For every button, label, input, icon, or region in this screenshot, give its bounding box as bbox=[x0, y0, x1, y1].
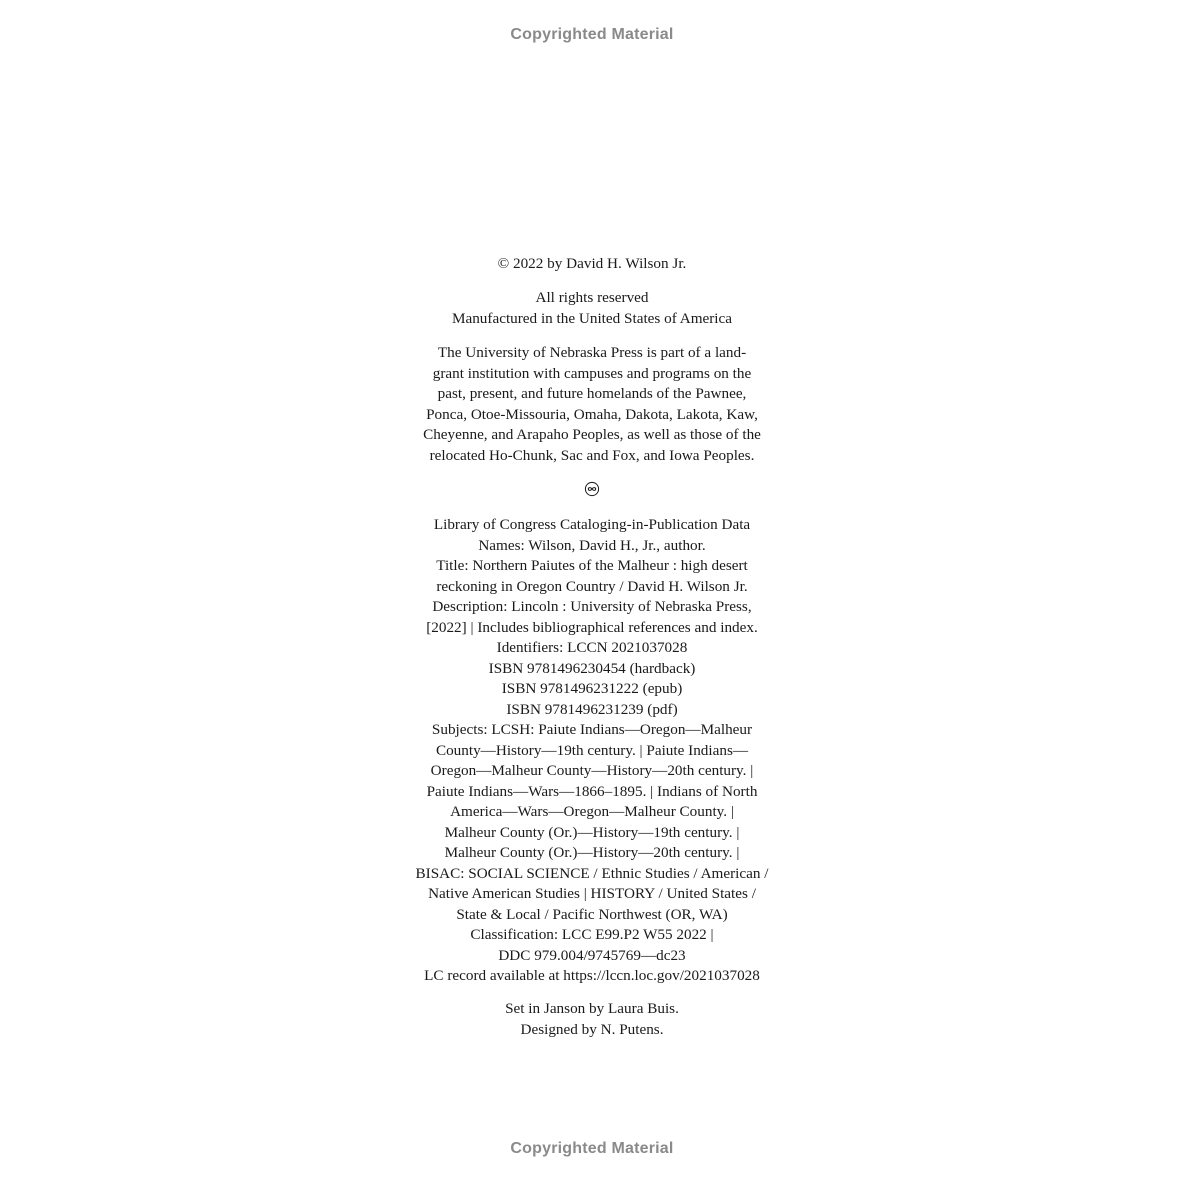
cip-line: Description: Lincoln : University of Nebraska Press, bbox=[432, 598, 752, 615]
cip-line: Identifiers: LCCN 2021037028 bbox=[496, 639, 688, 656]
paragraph-line: past, present, and future homelands of the Pawnee, bbox=[437, 385, 747, 402]
cip-line: Subjects: LCSH: Paiute Indians—Oregon—Malheur bbox=[431, 721, 753, 738]
cip-line: [2022] | Includes bibliographical references and index. bbox=[426, 618, 758, 636]
cip-line: Native American Studies | HISTORY / United States / bbox=[428, 885, 756, 902]
cip-line: DDC 979.004/9745769—dc23 bbox=[498, 946, 686, 964]
cip-line: LC record available at https://lccn.loc.gov/2021037028 bbox=[424, 967, 760, 984]
paragraph-line: grant institution with campuses and programs on the bbox=[432, 364, 752, 382]
cip-line: Names: Wilson, David H., Jr., author. bbox=[478, 536, 706, 554]
paragraph-line: Cheyenne, and Arapaho Peoples, as well as those of the bbox=[423, 426, 761, 443]
cip-line: Paiute Indians—Wars—1866–1895. | Indians of North bbox=[426, 782, 758, 800]
manufactured-line: Manufactured in the United States of America bbox=[451, 309, 733, 327]
cip-line: BISAC: SOCIAL SCIENCE / Ethnic Studies / American / bbox=[415, 864, 769, 882]
cip-line: ISBN 9781496230454 (hardback) bbox=[488, 659, 696, 677]
permanent-paper-infinity-icon bbox=[584, 481, 600, 497]
paragraph-line: Ponca, Otoe-Missouria, Omaha, Dakota, Lakota, Kaw, bbox=[426, 405, 758, 423]
rights-line: All rights reserved bbox=[535, 289, 649, 306]
paragraph-line: relocated Ho-Chunk, Sac and Fox, and Iowa Peoples. bbox=[429, 446, 755, 464]
cip-line: Malheur County (Or.)—History—19th century. | bbox=[444, 823, 740, 841]
cip-line: America—Wars—Oregon—Malheur County. | bbox=[450, 803, 734, 820]
cip-line: Title: Northern Paiutes of the Malheur : high desert bbox=[436, 557, 748, 574]
cip-line: State & Local / Pacific Northwest (OR, WA) bbox=[456, 905, 728, 923]
cip-line: ISBN 9781496231222 (epub) bbox=[501, 680, 683, 697]
cip-line: Malheur County (Or.)—History—20th century. | bbox=[444, 844, 740, 861]
cip-data-block bbox=[0, 515, 1184, 987]
copyright-line: © 2022 by David H. Wilson Jr. bbox=[497, 255, 687, 272]
copyright-notice bbox=[0, 254, 1184, 275]
cip-line: Oregon—Malheur County—History—20th century. | bbox=[430, 762, 754, 779]
rights-statement bbox=[0, 288, 1184, 329]
typesetter-credit: Set in Janson by Laura Buis. bbox=[505, 1000, 679, 1017]
paragraph-line: The University of Nebraska Press is part of a land- bbox=[437, 344, 747, 361]
copyrighted-material-watermark-bottom: Copyrighted Material bbox=[510, 1140, 674, 1157]
land-acknowledgment-paragraph bbox=[0, 343, 1184, 466]
cip-line: Library of Congress Cataloging-in-Publication Data bbox=[433, 516, 751, 533]
cip-line: ISBN 9781496231239 (pdf) bbox=[506, 700, 678, 718]
cip-line: Classification: LCC E99.P2 W55 2022 | bbox=[470, 926, 714, 943]
design-credits bbox=[0, 999, 1184, 1040]
copyrighted-material-watermark-top: Copyrighted Material bbox=[510, 26, 674, 43]
cip-line: reckoning in Oregon Country / David H. Wilson Jr. bbox=[436, 577, 748, 595]
cip-line: County—History—19th century. | Paiute Indians— bbox=[435, 741, 749, 759]
designer-credit: Designed by N. Putens. bbox=[520, 1020, 664, 1038]
